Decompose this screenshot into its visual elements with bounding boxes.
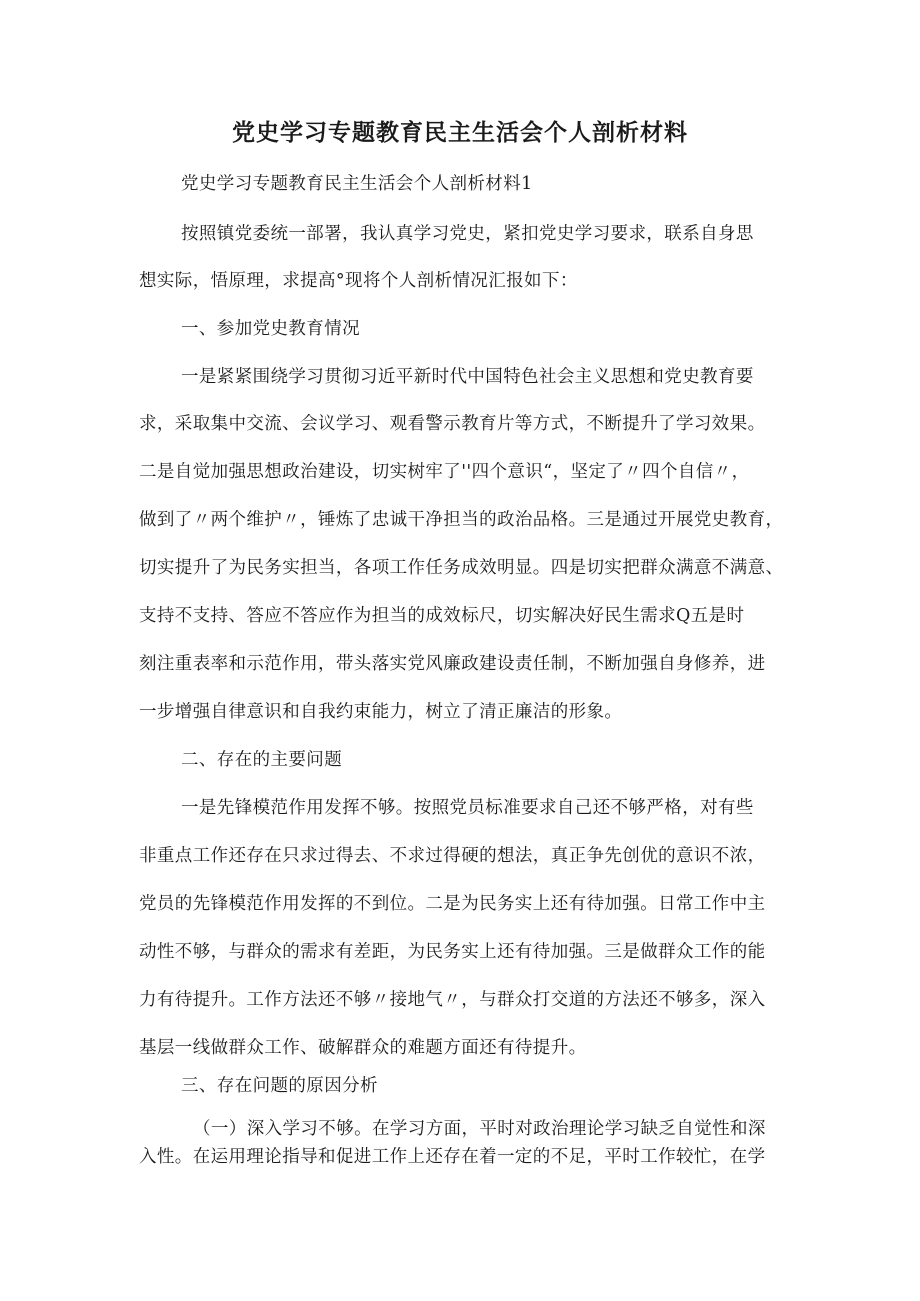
section1-line-5: 切实提升了为民务实担当，各项工作任务成效明显。四是切实把群众满意不满意、 — [139, 558, 784, 578]
section1-line-6: 支持不支持、答应不答应作为担当的成效标尺，切实解决好民生需求Q五是时 — [139, 606, 745, 626]
section2-heading: 二、存在的主要问题 — [181, 750, 343, 770]
intro-line-2: 想实际，悟原理，求提高°现将个人剖析情况汇报如下： — [139, 271, 578, 291]
section1-line-7: 刻注重表率和示范作用，带头落实党风廉政建设责任制，不断加强自身修养，进 — [139, 654, 766, 674]
section3-line-2: 入性。在运用理论指导和促进工作上还存在着一定的不足，平时工作较忙，在学 — [139, 1147, 766, 1167]
intro-line-1: 按照镇党委统一部署，我认真学习党史，紧扣党史学习要求，联系自身思 — [181, 224, 754, 244]
section2-line-1: 一是先锋模范作用发挥不够。按照党员标准要求自己还不够严格，对有些 — [181, 798, 754, 818]
section2-line-4: 动性不够，与群众的需求有差距，为民务实上还有待加强。三是做群众工作的能 — [139, 942, 766, 962]
section3-line-1: （一）深入学习不够。在学习方面，平时对政治理论学习缺乏自觉性和深 — [193, 1119, 766, 1139]
section2-line-6: 基层一线做群众工作、破解群众的难题方面还有待提升。 — [139, 1038, 587, 1058]
section1-line-2: 求，采取集中交流、会议学习、观看警示教育片等方式，不断提升了学习效果。 — [139, 414, 766, 434]
document-subtitle: 党史学习专题教育民主生活会个人剖析材料1 — [181, 174, 533, 194]
section2-line-2: 非重点工作还存在只求过得去、不求过得硬的想法，真正争先创优的意识不浓， — [139, 846, 766, 866]
section1-line-3: 二是自觉加强思想政治建设，切实树牢了''四个意识“，坚定了〃四个自信〃， — [139, 462, 750, 482]
section1-line-1: 一是紧紧围绕学习贯彻习近平新时代中国特色社会主义思想和党史教育要 — [181, 367, 754, 387]
section2-line-3: 党员的先锋模范作用发挥的不到位。二是为民务实上还有待加强。日常工作中主 — [139, 894, 766, 914]
section1-heading: 一、参加党史教育情况 — [181, 319, 360, 339]
document-title: 党史学习专题教育民主生活会个人剖析材料 — [232, 120, 688, 146]
section1-line-4: 做到了〃两个维护〃，锤炼了忠诚干净担当的政治品格。三是通过开展党史教育， — [139, 510, 784, 530]
section2-line-5: 力有待提升。工作方法还不够〃接地气〃，与群众打交道的方法还不够多，深入 — [139, 990, 766, 1010]
section1-line-8: 一步增强自律意识和自我约束能力，树立了清正廉洁的形象。 — [139, 702, 623, 722]
section3-heading: 三、存在问题的原因分析 — [181, 1076, 378, 1096]
